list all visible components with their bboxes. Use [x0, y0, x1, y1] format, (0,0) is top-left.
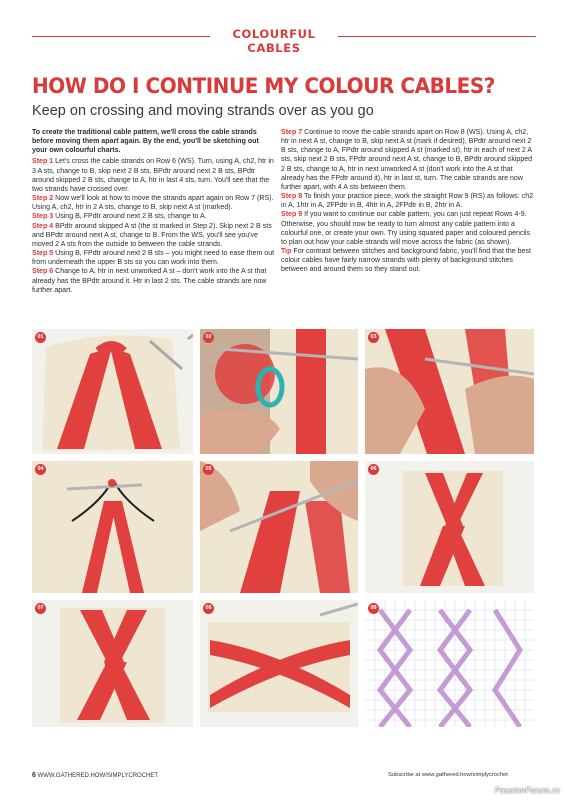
footer-url[interactable]: WWW.GATHERED.HOW/SIMPLYCROCHET — [37, 773, 159, 779]
page-title: HOW DO I CONTINUE MY COLOUR CABLES? — [32, 74, 495, 99]
swatch-illustration — [200, 600, 358, 727]
step-3 — [32, 212, 276, 221]
tip-label: Tip — [281, 248, 292, 256]
step-9 — [281, 210, 534, 247]
photo-number: 07 — [35, 603, 46, 614]
photo-number: 03 — [368, 332, 379, 343]
footer-subscribe[interactable]: Subscribe at www.gathered.how/simplycrochet — [388, 772, 508, 778]
step-text: BPdtr around skipped A st (the st marked in Step 2). Skip next 2 B sts and BPdtr around next A st, change to B. From the WS, you'll see you've moved 2 A sts from the outside to between the cable strands. — [32, 222, 272, 248]
hook-working-illustration — [200, 461, 358, 593]
step-8 — [281, 192, 534, 210]
step-text: To finish your practice piece, work the straight Row 9 (RS) as follows: ch2 in A, 1htr in A, 2FPdtr in B, 4htr in A, 2FPdtr in B, 2htr in A. — [281, 193, 534, 210]
step-text: If you want to continue our cable pattern, you can just repeat Rows 4-9. Otherwise, you should now be ready to turn almost any cable pattern into a colourful one, or create your own. Try using squared paper and coloured pencils to plan out how your cable strands will move across the fabric (as shown). — [281, 211, 531, 246]
photo-number: 04 — [35, 464, 46, 475]
tip-text: For contrast between stitches and background fabric, you'll find that the best colour cables have fairly narrow strands with plenty of background stitches between and around them so they stand out. — [281, 248, 531, 274]
photo-number: 09 — [368, 603, 379, 614]
photo-number: 06 — [368, 464, 379, 475]
swatch-illustration — [32, 329, 193, 454]
photo-02 — [200, 329, 358, 454]
swatch-illustration — [365, 461, 534, 593]
photo-06 — [365, 461, 534, 593]
graph-chart-illustration — [365, 600, 534, 727]
footer-left — [32, 772, 158, 779]
step-label: Step 1 — [32, 158, 54, 166]
section-label: COLOURFUL CABLES — [232, 27, 316, 55]
step-text: Now we'll look at how to move the strands apart again on Row 7 (RS). Using A, ch2, htr in 2 A sts, change to B, skip next A st (marked). — [32, 195, 274, 212]
intro-paragraph: To create the traditional cable pattern, we'll cross the cable strands before moving them apart again. By the end, you'll be sketching out your own colourful charts. — [32, 129, 259, 155]
page-subtitle: Keep on crossing and moving strands over as you go — [32, 103, 374, 119]
step-2 — [32, 194, 276, 212]
step-1 — [32, 157, 276, 194]
diagram-arrows-illustration — [32, 461, 193, 593]
tip — [281, 247, 534, 274]
step-label: Step 5 — [32, 250, 54, 258]
photo-08 — [200, 600, 358, 727]
section-header — [0, 26, 566, 55]
hook-working-illustration — [365, 329, 534, 454]
step-label: Step 6 — [32, 268, 54, 276]
step-6 — [32, 267, 276, 294]
step-text: Let's cross the cable strands on Row 6 (WS). Turn, using A, ch2, htr in 3 A sts, change to B, skip next 2 B sts, BPdtr around next 2 B sts, BPdtr around skipped 2 B sts, change to A, htr in last 4 sts, turn. You'll see that the two strands have crossed over. — [32, 158, 274, 193]
step-text: Using B, FPdtr around next 2 B sts, change to A. — [53, 213, 207, 221]
photo-07 — [32, 600, 193, 727]
photo-number: 05 — [203, 464, 214, 475]
text-column-right — [281, 128, 534, 275]
photo-number: 01 — [35, 332, 46, 343]
photo-number: 08 — [203, 603, 214, 614]
step-4 — [32, 222, 276, 249]
photo-number: 02 — [203, 332, 214, 343]
photo-09 — [365, 600, 534, 727]
photo-03 — [365, 329, 534, 454]
step-label: Step 3 — [32, 213, 54, 221]
swatch-illustration — [32, 600, 193, 727]
text-column-left — [32, 128, 276, 295]
header-rule-right — [338, 36, 536, 37]
photo-01 — [32, 329, 193, 454]
step-5 — [32, 249, 276, 267]
step-label: Step 4 — [32, 222, 54, 230]
page-number: 6 — [32, 772, 36, 779]
header-rule-left — [32, 36, 210, 37]
step-text: Change to A, htr in next unworked A st – don't work into the A st that already has the BPdtr around it. Htr in last 2 sts. The cable strands are now further apart. — [32, 268, 267, 294]
step-label: Step 8 — [281, 193, 303, 201]
step-label: Step 2 — [32, 195, 54, 203]
step-label: Step 9 — [281, 211, 303, 219]
watermark: PassionForum.ru — [494, 786, 560, 795]
step-label: Step 7 — [281, 129, 303, 136]
photo-05 — [200, 461, 358, 593]
step-7 — [281, 128, 534, 192]
photo-04 — [32, 461, 193, 593]
step-text: Using B, FPdtr around next 2 B sts – you might need to ease them out from underneath the upper B sts so you can work into them. — [32, 250, 275, 267]
step-text: Continue to move the cable strands apart on Row 8 (WS). Using A, ch2, htr in next A st, change to B, skip next A st (mark if desired), BPdtr around next 2 B sts, change to A, FPdtr around skipped A st (marked st), htr in each of next 2 A sts, skip next 2 B sts, FPdtr around next A st, change to B, BPdtr around skipped 2 B sts, change to A, htr in next unworked A st (don't work into the A st that already has the FPdtr around it), htr in last st, turn. The cable strands are now further apart, with 4 A sts between them. — [281, 129, 533, 191]
stitch-marker-illustration — [200, 329, 358, 454]
